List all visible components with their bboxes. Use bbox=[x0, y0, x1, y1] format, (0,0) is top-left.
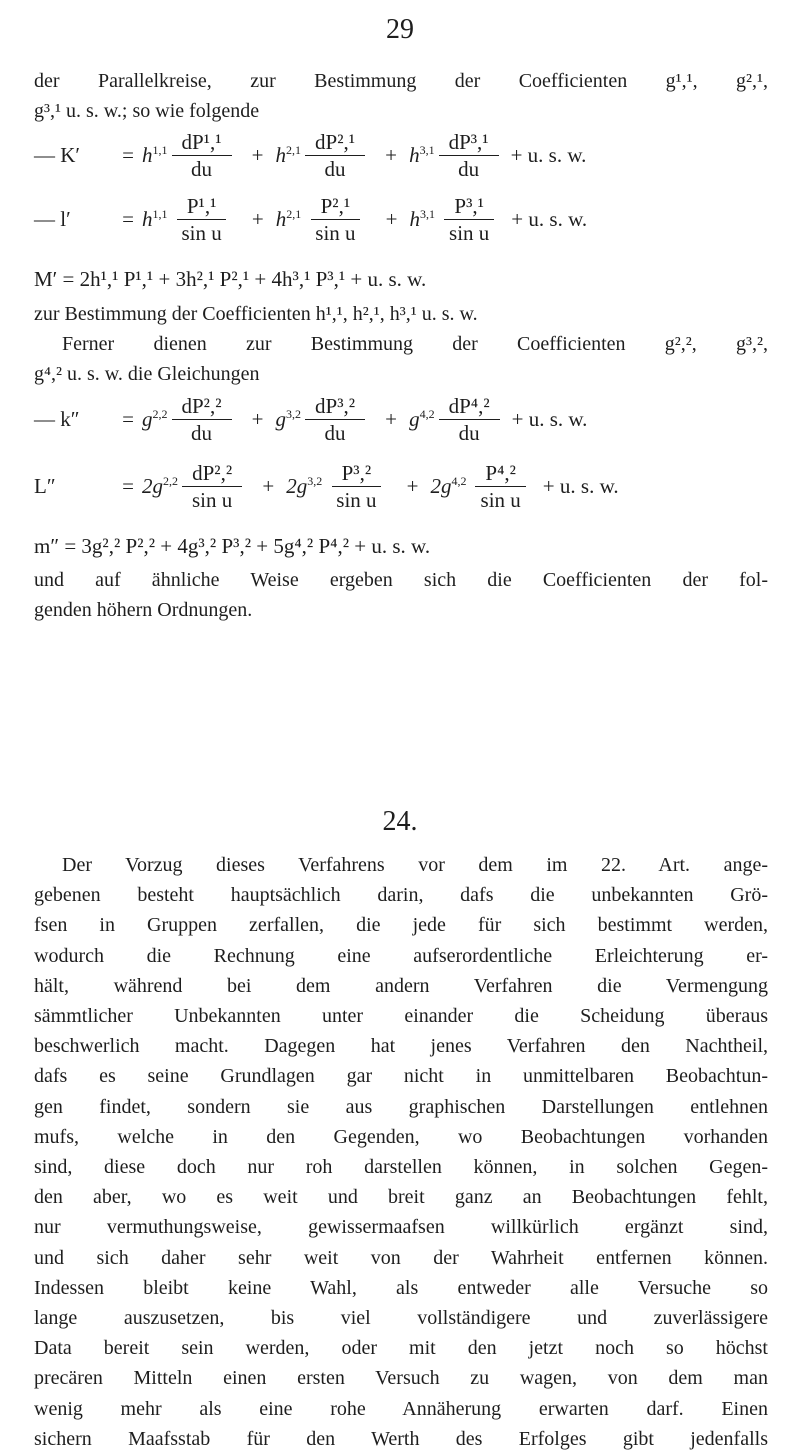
equation-tail: + u. s. w. bbox=[510, 142, 587, 167]
coefficient: 2g bbox=[286, 473, 308, 498]
equation-term bbox=[431, 461, 533, 512]
equation-term bbox=[409, 394, 502, 445]
coefficient-index: 2,2 bbox=[152, 406, 168, 421]
coefficient: g bbox=[275, 406, 287, 431]
equals-sign: = bbox=[122, 406, 134, 431]
fraction-denominator: sin u bbox=[315, 220, 356, 245]
text-line: Ferner dienen zur Bestimmung der Coefficienten g²,², g³,², bbox=[62, 333, 768, 355]
equals-sign: = bbox=[122, 142, 134, 167]
fraction-denominator: du bbox=[458, 156, 480, 181]
equation-tail: + u. s. w. bbox=[511, 406, 588, 431]
coefficient: g bbox=[409, 406, 420, 431]
text-line: Data bereit sein werden, oder mit den jetzt noch so höchst bbox=[34, 1337, 768, 1360]
coefficient: 2g bbox=[142, 473, 163, 498]
equation-k-prime: — K′ = $h^{1,1}$ $\frac{\text{dP¹,¹}}{du}$ + $h^{2,1}$ $\frac{\text{dP²,¹}}{du}$ + $h^{3,1}$ $\frac{\text{dP³,¹}}{du}$ + u. s. w. bbox=[34, 129, 587, 181]
fraction-numerator: dP⁴,² bbox=[439, 394, 500, 420]
equation-term bbox=[276, 394, 368, 445]
text-line: genden höhern Ordnungen. bbox=[34, 599, 253, 621]
equals-sign: = bbox=[122, 206, 134, 231]
page-number: 29 bbox=[386, 14, 414, 45]
text-line: und auf ähnliche Weise ergeben sich die Coefficienten der fol- bbox=[34, 569, 768, 591]
equals-sign: = bbox=[122, 473, 134, 498]
coefficient: h bbox=[409, 142, 420, 167]
fraction-denominator: du bbox=[191, 156, 213, 181]
fraction-denominator: sin u bbox=[192, 487, 233, 512]
fraction-numerator: P³,² bbox=[332, 461, 382, 487]
fraction-numerator: dP¹,¹ bbox=[172, 130, 232, 156]
text-line: sämmtlicher Unbekannten unter einander die Scheidung überaus bbox=[34, 1005, 768, 1028]
coefficient-index: 3,2 bbox=[286, 406, 302, 421]
fraction-denominator: sin u bbox=[449, 220, 490, 245]
equation-lhs: — K′ bbox=[34, 142, 81, 167]
mid-text bbox=[34, 299, 768, 389]
coefficient-index: 1,1 bbox=[152, 142, 168, 157]
text-line: g³,¹ u. s. w.; so wie folgende bbox=[34, 100, 260, 122]
coefficient: h bbox=[142, 142, 153, 167]
coefficient: g bbox=[142, 406, 153, 431]
coefficient: h bbox=[409, 206, 421, 231]
equation-tail: + u. s. w. bbox=[542, 473, 619, 498]
coefficient: 2g bbox=[430, 473, 452, 498]
text-line: mufs, welche in den Gegenden, wo Beobachtungen vorhanden bbox=[34, 1125, 768, 1148]
equation-tail: + u. s. w. bbox=[511, 206, 588, 231]
text-line: der Parallelkreise, zur Bestimmung der Coefficienten g¹,¹, g²,¹, bbox=[34, 70, 768, 92]
text-line: beschwerlich macht. Dagegen hat jenes Verfahren den Nachtheil, bbox=[34, 1035, 768, 1058]
coefficient-index: 2,1 bbox=[286, 206, 302, 221]
coefficient-index: 3,1 bbox=[420, 206, 436, 221]
fraction-denominator: du bbox=[324, 156, 346, 181]
equation-k-double-prime: — k″ = $g^{2,2}$ $\frac{\text{dP²,²}}{du}$ + $g^{3,2}$ $\frac{\text{dP³,²}}{du}$ + $g^{4,2}$ $\frac{\text{dP⁴,²}}{du}$ + u. s. w. bbox=[34, 393, 588, 445]
equation-term bbox=[410, 194, 502, 245]
equation-l-prime: — l′ = $h^{1,1}$ $\frac{\text{P¹,¹}}{\text{sin u}}$ + $h^{2,1}$ $\frac{\text{P²,¹}}{\text{sin u}}$ + $h^{3,1}$ $\frac{\text{P³,¹}}{\text{sin u}}$ + u. s. w. bbox=[34, 193, 588, 245]
text-line: wodurch die Rechnung eine aufserordentliche Erleichterung er- bbox=[34, 944, 768, 967]
text-line: wenig mehr als eine rohe Annäherung erwarten darf. Einen bbox=[34, 1397, 768, 1420]
section-heading: 24. bbox=[382, 806, 418, 837]
fraction-numerator: P⁴,² bbox=[475, 461, 526, 487]
equation-lhs: — l′ bbox=[34, 206, 71, 231]
equation-term bbox=[276, 194, 368, 245]
text-line: precären Mitteln einen ersten Versuch zu wagen, von dem man bbox=[34, 1367, 768, 1390]
equation-term bbox=[409, 130, 501, 181]
fraction-numerator: dP²,² bbox=[182, 461, 242, 487]
equation-term bbox=[142, 194, 234, 245]
fraction-denominator: sin u bbox=[480, 487, 521, 512]
coefficient: h bbox=[275, 142, 287, 167]
coefficient: h bbox=[275, 206, 287, 231]
coefficient-index: 3,1 bbox=[419, 142, 435, 157]
fraction-numerator: P²,¹ bbox=[311, 194, 361, 220]
fraction-numerator: P³,¹ bbox=[444, 194, 494, 220]
text-line: sichern Maafsstab für den Werth des Erfolges gibt jedenfalls bbox=[34, 1427, 768, 1450]
equation-lhs: L″ bbox=[34, 473, 56, 498]
coefficient-index: 2,2 bbox=[163, 473, 178, 488]
fraction-denominator: du bbox=[458, 420, 480, 445]
equation-term bbox=[142, 394, 234, 445]
intro-text bbox=[34, 66, 768, 126]
text-line: nur vermuthungsweise, gewissermaafsen willkürlich ergänzt sind, bbox=[34, 1216, 768, 1239]
coefficient-index: 4,2 bbox=[451, 473, 467, 488]
fraction-denominator: sin u bbox=[336, 487, 377, 512]
text-line: hält, während bei dem andern Verfahren die Vermengung bbox=[34, 974, 768, 997]
fraction-numerator: dP²,¹ bbox=[305, 130, 365, 156]
equation-m-double-prime: m″ = 3g²,² P²,² + 4g³,² P³,² + 5g⁴,² P⁴,² + u. s. w. bbox=[34, 533, 431, 558]
text-line: den aber, wo es weit und breit ganz an Beobachtungen fehlt, bbox=[34, 1186, 768, 1209]
text-line: Der Vorzug dieses Verfahrens vor dem im 22. Art. ange- bbox=[62, 854, 768, 876]
coefficient-index: 2,1 bbox=[286, 142, 302, 157]
coefficient-index: 1,1 bbox=[152, 206, 168, 221]
equation-term bbox=[276, 130, 368, 181]
text-line: dafs es seine Grundlagen gar nicht in unmittelbaren Beobachtun- bbox=[34, 1065, 768, 1088]
coefficient: h bbox=[142, 206, 153, 231]
text-line: gen findet, sondern sie aus graphischen Darstellungen entlehnen bbox=[34, 1095, 768, 1118]
coefficient-index: 3,2 bbox=[307, 473, 323, 488]
text-line: sind, diese doch nur roh darstellen können, in solchen Gegen- bbox=[34, 1156, 768, 1179]
text-line: und sich daher sehr weit von der Wahrheit entfernen können. bbox=[34, 1246, 768, 1269]
equation-m-prime: M′ = 2h¹,¹ P¹,¹ + 3h²,¹ P²,¹ + 4h³,¹ P³,¹ + u. s. w. bbox=[34, 266, 427, 291]
equation-term bbox=[286, 461, 388, 512]
fraction-numerator: dP³,² bbox=[305, 394, 365, 420]
text-line: Indessen bleibt keine Wahl, als entweder alle Versuche so bbox=[34, 1276, 768, 1299]
fraction-numerator: dP³,¹ bbox=[439, 130, 499, 156]
text-line: lange auszusetzen, bis viel vollständigere und zuverlässigere bbox=[34, 1307, 768, 1330]
text-line: gebenen besteht hauptsächlich darin, dafs die unbekannten Grö- bbox=[34, 884, 768, 907]
text-line: g⁴,² u. s. w. die Gleichungen bbox=[34, 363, 260, 385]
equation-lhs: — k″ bbox=[34, 406, 80, 431]
fraction-denominator: du bbox=[324, 420, 346, 445]
equation-term bbox=[142, 130, 234, 181]
equation-L-double-prime: L″ = $2g^{2,2}$ $\frac{\text{dP²,²}}{\text{sin u}}$ + $2g^{3,2}$ $\frac{\text{P³,²}}{\text{sin u}}$ + $2g^{4,2}$ $\frac{\text{P⁴,²}}{\text{sin u}}$ + u. s. w. bbox=[34, 460, 619, 512]
coefficient-index: 4,2 bbox=[419, 406, 435, 421]
fraction-denominator: sin u bbox=[181, 220, 222, 245]
equation-term bbox=[142, 461, 244, 512]
text-line: zur Bestimmung der Coefficienten h¹,¹, h²,¹, h³,¹ u. s. w. bbox=[34, 303, 478, 325]
fraction-numerator: P¹,¹ bbox=[177, 194, 227, 220]
fraction-denominator: du bbox=[191, 420, 213, 445]
fraction-numerator: dP²,² bbox=[172, 394, 232, 420]
closing-text bbox=[34, 565, 768, 625]
text-line: fsen in Gruppen zerfallen, die jede für sich bestimmt werden, bbox=[34, 914, 768, 937]
section-body bbox=[34, 850, 768, 1454]
